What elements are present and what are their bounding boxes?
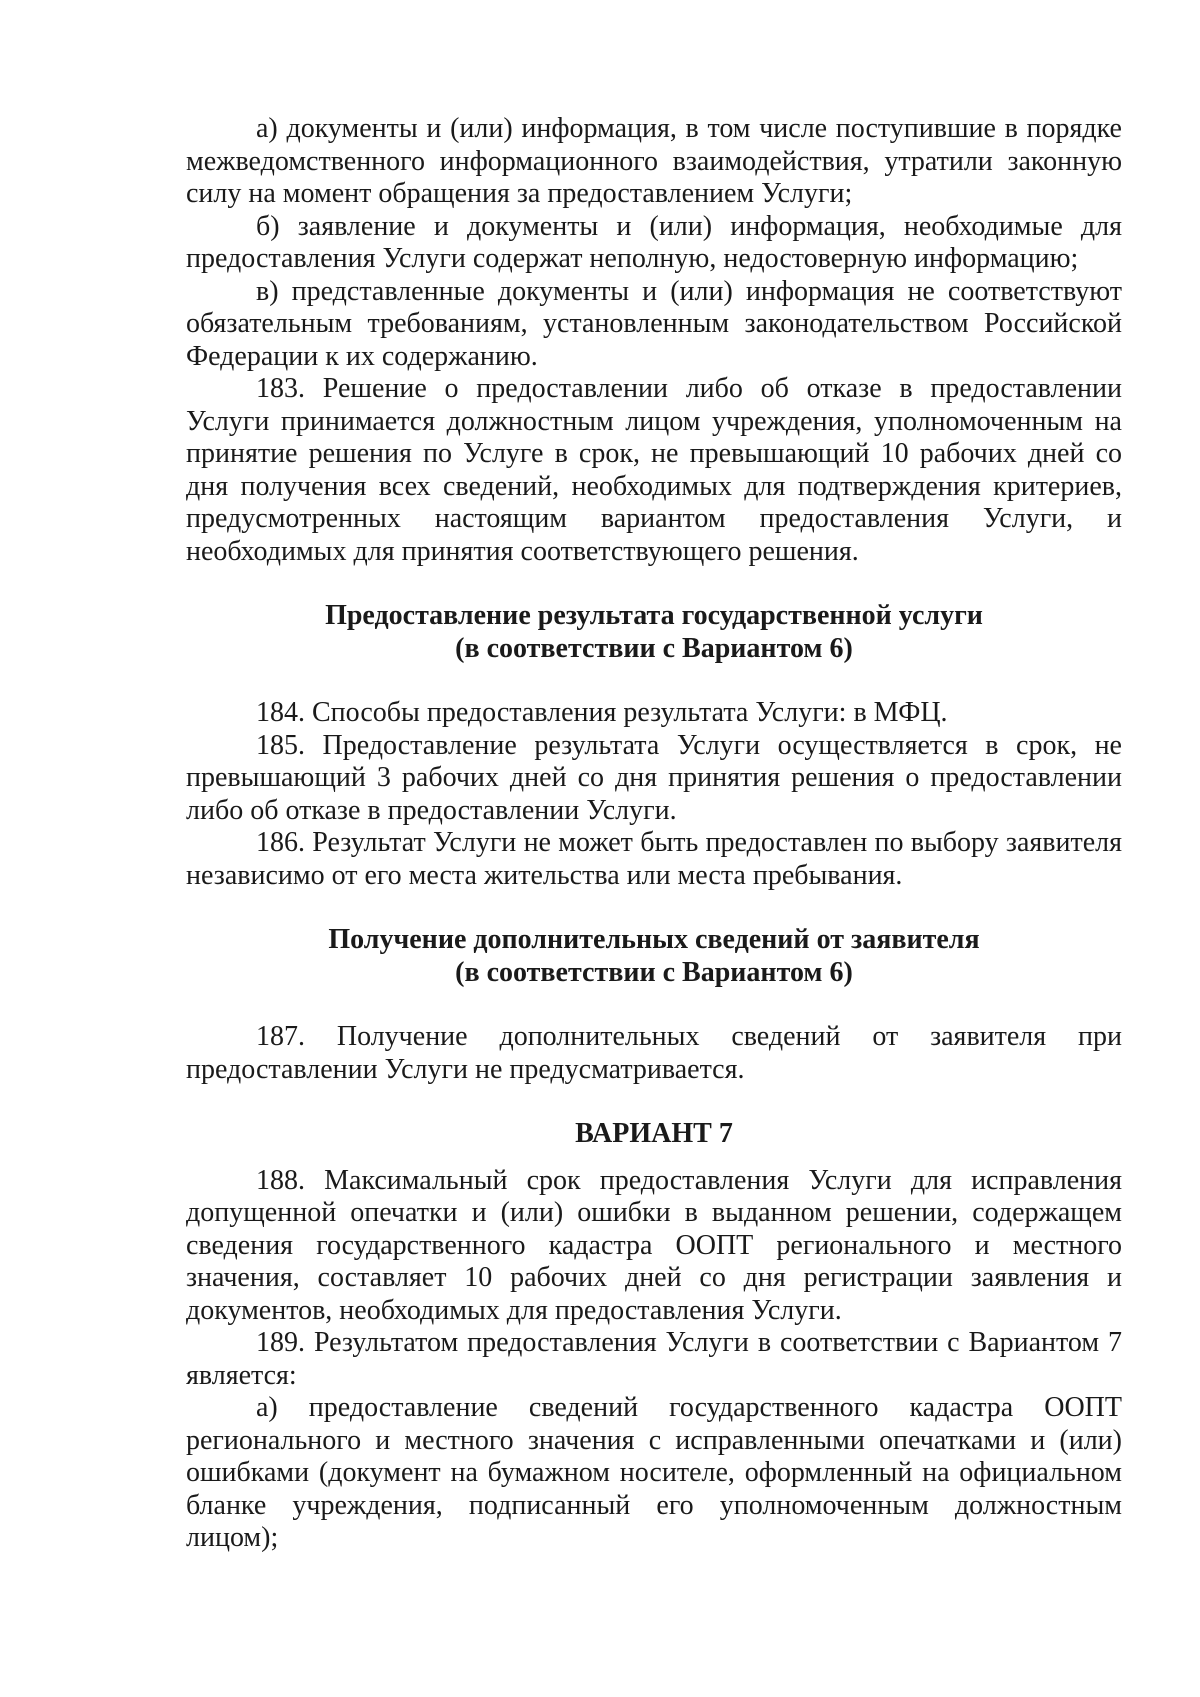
paragraph-item-b: б) заявление и документы и (или) информация, необходимые для предоставления Услуги содержат неполную, недостоверную информацию; xyxy=(186,210,1122,274)
section-heading-result-line2: (в соответствии с Вариантом 6) xyxy=(455,632,853,664)
section-heading-result-line1: Предоставление результата государственной услуги xyxy=(325,600,983,631)
paragraph-189-item-a: а) предоставление сведений государственного кадастра ООПТ регионального и местного значения с исправленными опечатками и (или) ошибками (документ на бумажном носителе, оформленный на официальном бланке учреждения, подписанный его уполномоченным должностным лицом); xyxy=(186,1392,1122,1553)
paragraph-185: 185. Предоставление результата Услуги осуществляется в срок, не превышающий 3 рабочих дней со дня принятия решения о предоставлении либо об отказе в предоставлении Услуги. xyxy=(186,729,1122,826)
variant-7-heading: ВАРИАНТ 7 xyxy=(575,1118,733,1149)
section-heading-additional-info-line1: Получение дополнительных сведений от заявителя xyxy=(328,924,980,955)
paragraph-item-a: а) документы и (или) информация, в том числе поступившие в порядке межведомственного информационного взаимодействия, утратили законную силу на момент обращения за предоставлением Услуги; xyxy=(186,113,1122,209)
section-heading-additional-info xyxy=(186,924,1122,989)
paragraph-188: 188. Максимальный срок предоставления Услуги для исправления допущенной опечатки и (или) ошибки в выданном решении, содержащем сведения государственного кадастра ООПТ регионального и местного значения, составляет 10 рабочих дней со дня регистрации заявления и документов, необходимых для предоставления Услуги. xyxy=(186,1164,1122,1326)
paragraph-187: 187. Получение дополнительных сведений от заявителя при предоставлении Услуги не предусматривается. xyxy=(186,1021,1122,1085)
section-heading-additional-info-line2: (в соответствии с Вариантом 6) xyxy=(455,956,853,988)
paragraph-183: 183. Решение о предоставлении либо об отказе в предоставлении Услуги принимается должностным лицом учреждения, уполномоченным на принятие решения по Услуге в срок, не превышающий 10 рабочих дней со дня получения всех сведений, необходимых для подтверждения критериев, предусмотренных настоящим вариантом предоставления Услуги, и необходимых для принятия соответствующего решения. xyxy=(186,373,1122,567)
paragraph-189: 189. Результатом предоставления Услуги в соответствии с Вариантом 7 является: xyxy=(186,1327,1122,1391)
section-additional-info-body xyxy=(186,1021,1122,1086)
paragraph-186: 186. Результат Услуги не может быть предоставлен по выбору заявителя независимо от его места жительства или места пребывания. xyxy=(186,827,1122,891)
paragraph-184: 184. Способы предоставления результата Услуги: в МФЦ. xyxy=(256,697,948,728)
paragraph-item-c: в) представленные документы и (или) информация не соответствуют обязательным требованиям, установленным законодательством Российской Федерации к их содержанию. xyxy=(186,275,1122,372)
document-body xyxy=(186,113,1122,1555)
section-heading-result xyxy=(186,600,1122,665)
section-result-body xyxy=(186,697,1122,892)
